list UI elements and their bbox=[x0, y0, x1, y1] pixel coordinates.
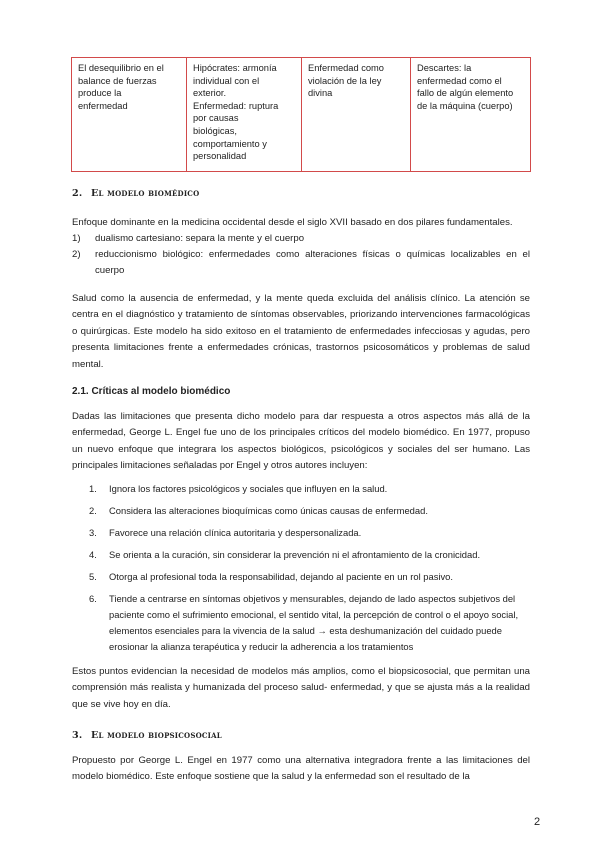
table-cell: Enfermedad como violación de la ley divina bbox=[302, 58, 411, 172]
table-row bbox=[72, 58, 531, 172]
table-cell: El desequilibrio en el balance de fuerzas produce la enfermedad bbox=[72, 58, 187, 172]
pillars-list bbox=[72, 231, 530, 279]
list-item: 1) dualismo cartesiano: separa la mente y el cuerpo bbox=[72, 233, 305, 244]
section-3-heading bbox=[72, 730, 222, 741]
list-item: 2) reduccionismo biológico: enfermedades como alteraciones físicas o químicas localizables en el cuerpo bbox=[72, 249, 530, 276]
table-cell: Descartes: la enfermedad como el fallo de algún elemento de la máquina (cuerpo) bbox=[411, 58, 531, 172]
section-number: 2. bbox=[72, 188, 83, 199]
section-title: El modelo biomédico bbox=[91, 188, 200, 199]
section-number: 3. bbox=[72, 730, 83, 741]
page-number: 2 bbox=[534, 816, 541, 828]
list-item: 2. Considera las alteraciones bioquímicas como únicas causas de enfermedad. bbox=[89, 505, 428, 516]
table-cell: Hipócrates: armonía individual con el exterior. Enfermedad: ruptura por causas biológicas, comportamiento y personalidad bbox=[187, 58, 302, 172]
section-2-1-paragraph: Dadas las limitaciones que presenta dicho modelo para dar respuesta a otros aspectos más allá de la enfermedad, George L. Engel fue uno de los principales críticos del modelo biomédico. En 1977, propuso un nuevo enfoque que integrara los aspectos biológicos, psicológicos y sociales del ser humano. Las principales limitaciones señaladas por Engel y otros autores incluyen: bbox=[72, 411, 530, 472]
section-2-1-closing: Estos puntos evidencian la necesidad de modelos más amplios, como el biopsicosocial, que permitan una comprensión más realista y humanizada del proceso salud- enfermedad, y que se ajusta más a la realidad que se vive hoy en día. bbox=[72, 666, 530, 710]
list-item: 4. Se orienta a la curación, sin considerar la prevención ni el afrontamiento de la cronicidad. bbox=[89, 549, 481, 560]
section-2-intro: Enfoque dominante en la medicina occidental desde el siglo XVII basado en dos pilares fundamentales. bbox=[72, 217, 513, 228]
history-table bbox=[71, 57, 531, 172]
list-item: 6. Tiende a centrarse en síntomas objetivos y mensurables, dejando de lado aspectos subjetivos del paciente como el sufrimiento emocional, el sentido vital, la percepción de control o el apoyo social, elementos esenciales para la vivencia de la salud → esta deshumanización del cuidado puede erosionar la alianza terapéutica y reducir la adherencia a los tratamientos bbox=[89, 593, 519, 652]
section-title: El modelo biopsicosocial bbox=[91, 730, 222, 741]
list-item: 1. Ignora los factores psicológicos y sociales que influyen en la salud. bbox=[89, 483, 388, 494]
section-3-paragraph: Propuesto por George L. Engel en 1977 como una alternativa integradora frente a las limitaciones del modelo biomédico. Este enfoque sostiene que la salud y la enfermedad son el resultado de la bbox=[72, 755, 530, 783]
list-item: 3. Favorece una relación clínica autoritaria y despersonalizada. bbox=[89, 527, 362, 538]
section-2-1-heading: 2.1. Críticas al modelo biomédico bbox=[72, 386, 231, 397]
section-2-heading bbox=[72, 188, 199, 199]
section-2-paragraph: Salud como la ausencia de enfermedad, y la mente queda excluida del análisis clínico. La atención se centra en el diagnóstico y tratamiento de síntomas observables, priorizando intervenciones farmacológicas o quirúrgicas. Este modelo ha sido exitoso en el tratamiento de enfermedades infecciosas y agudas, pero presenta limitaciones frente a enfermedades crónicas, trastornos psicosomáticos y problemas de salud mental. bbox=[72, 293, 530, 370]
limitations-list bbox=[89, 481, 530, 661]
list-item: 5. Otorga al profesional toda la responsabilidad, dejando al paciente en un rol pasivo. bbox=[89, 571, 453, 582]
